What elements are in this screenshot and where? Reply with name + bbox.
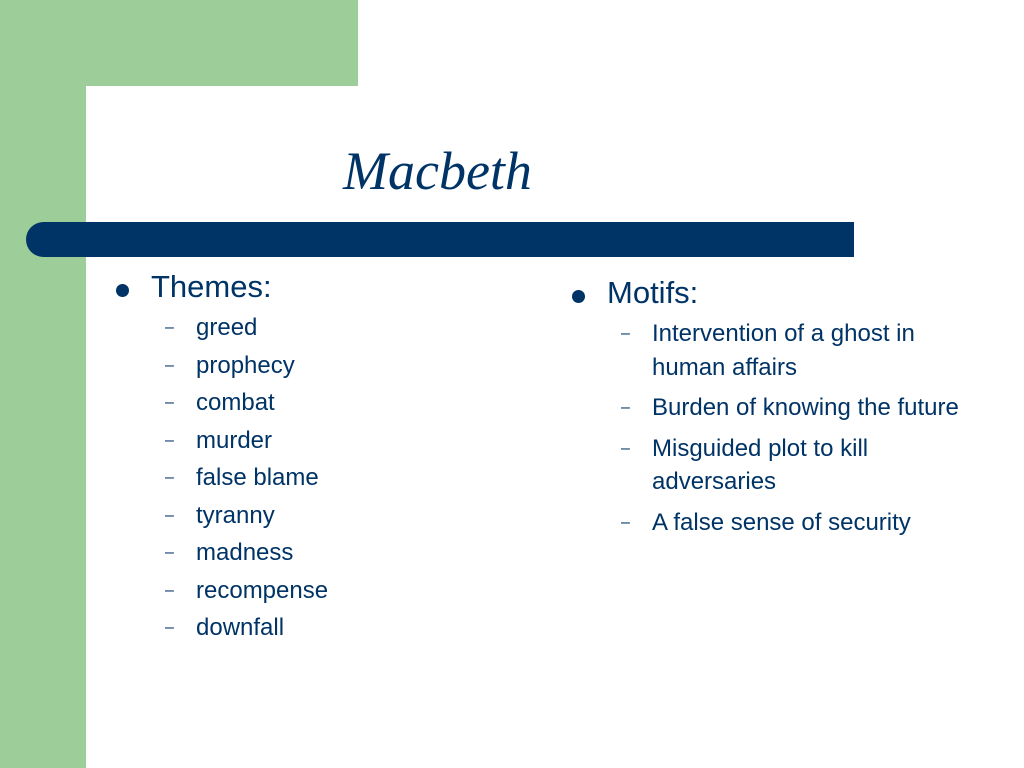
themes-heading-row (114, 268, 494, 306)
dash-bullet-icon: – (165, 544, 174, 561)
theme-prophecy: prophecy (196, 351, 295, 379)
theme-downfall: downfall (196, 614, 285, 641)
dash-bullet-icon: – (165, 319, 174, 336)
list-item (114, 574, 494, 607)
motif-ghost-intervention: Intervention of a ghost in human affairs (652, 320, 915, 381)
dash-bullet-icon: – (621, 439, 630, 457)
dash-bullet-icon: – (165, 469, 174, 486)
theme-madness: madness (196, 539, 294, 566)
dash-bullet-icon: – (165, 394, 174, 411)
motifs-heading: Motifs: (607, 275, 699, 310)
dash-bullet-icon: – (621, 513, 630, 531)
dash-bullet-icon: – (165, 619, 174, 636)
motif-false-security: A false sense of security (652, 508, 911, 536)
bullet-icon (116, 284, 129, 297)
list-item (114, 386, 494, 419)
list-item (570, 317, 990, 384)
motifs-heading-row (570, 274, 990, 312)
list-item (114, 311, 494, 344)
themes-heading: Themes: (151, 269, 272, 304)
list-item (570, 391, 990, 425)
motifs-list (570, 317, 990, 539)
list-item (114, 499, 494, 532)
motif-burden-of-future: Burden of knowing the future (652, 394, 959, 421)
theme-false-blame: false blame (196, 464, 319, 491)
list-item (570, 432, 990, 499)
list-item (114, 424, 494, 457)
bullet-icon (572, 290, 585, 303)
list-item (114, 611, 494, 644)
theme-tyranny: tyranny (196, 501, 275, 529)
dash-bullet-icon: – (621, 325, 630, 342)
list-item (114, 461, 494, 494)
theme-murder: murder (196, 426, 273, 454)
list-item (114, 349, 494, 382)
motifs-column (570, 274, 990, 546)
slide-title: Macbeth (343, 141, 532, 201)
dash-bullet-icon: – (165, 581, 174, 599)
dash-bullet-icon: – (165, 506, 174, 524)
dash-bullet-icon: – (165, 356, 174, 374)
motif-misguided-plot: Misguided plot to kill adversaries (652, 434, 869, 495)
dash-bullet-icon: – (165, 431, 174, 449)
themes-column (114, 268, 494, 649)
dash-bullet-icon: – (621, 399, 630, 416)
decorative-green-band-left (0, 0, 86, 768)
theme-greed: greed (196, 314, 258, 341)
theme-recompense: recompense (196, 576, 329, 604)
themes-list (114, 311, 494, 644)
list-item (114, 536, 494, 569)
title-underline-bar (26, 222, 854, 257)
theme-combat: combat (196, 389, 275, 416)
list-item (570, 506, 990, 540)
